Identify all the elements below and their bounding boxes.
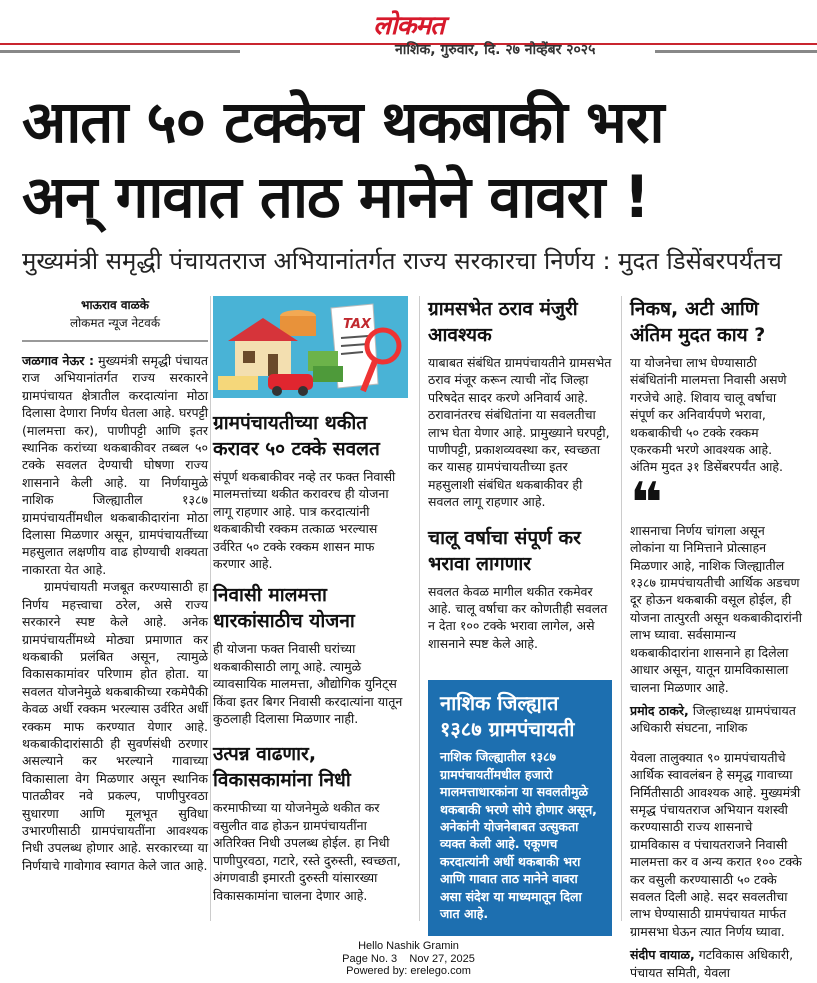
headline-line-2: अन् गावात ताठ मानेने वावरा ! — [22, 163, 650, 231]
quote-attribution — [630, 702, 802, 737]
story-paragraph: ग्रामपंचायती मजबूत करण्यासाठी हा निर्णय महत्त्वाचा ठरेल, असे राज्य सरकारने स्पष्ट केले आहे. अनेक ग्रामपंचायतींमध्ये मोठ्या प्रमाणात कर थकबाकी प्रलंबित असून, त्यामुळे विकासकामांवर परिणाम होत होता. या सवलत योजनेमुळे थकबाकीच्या रकमेपैकी केवळ अर्धी रक्कम भरल्यास उर्वरित अर्धी रक्कम माफ करण्यात येणार आहे. थकबाकीदारांसाठी ही सुवर्णसंधी ठरणार असल्याने कर भरल्याने गावाच्या विकासाला वेग मिळणार असून स्थानिक पातळीवर नवे प्रकल्प, पाणीपुरवठा सुधारणा आणि मूलभूत सुविधा उभारणीसाठी ग्रामपंचायतींना आवश्यक निधी उपलब्ध होणार आहे. सरकारच्या या निर्णयाचे गावोगाव स्वागत केले जात आहे. — [22, 579, 208, 873]
footer-page-info — [0, 953, 817, 966]
byline-rule — [22, 340, 208, 342]
byline-org: लोकमत न्यूज नेटवर्क — [69, 316, 161, 330]
footer-powered: Powered by: erelego.com — [346, 965, 471, 977]
section-heading: ग्रामपंचायतीच्या थकीत करावर ५० टक्के सवलत — [213, 412, 380, 460]
section-heading: निवासी मालमत्ता धारकांसाठीच योजना — [213, 584, 355, 633]
house-tax-illustration-icon — [213, 296, 408, 398]
quote-author: संदीप वायाळ, — [630, 947, 695, 963]
story-paragraph — [22, 352, 208, 578]
section-body: याबाबत संबंधित ग्रामपंचायतीने ग्रामसभेत ठराव मंजूर करून त्याची नोंद जिल्हा परिषदेत सादर करणे अनिवार्य आहे. ठरावानंतरच संबंधितांना या सवलतीचा लाभ घेता येणार आहे. प्रामुख्याने घरपट्टी, पाणीपट्टी, प्रकाशव्यवस्था कर, स्वच्छता कर यासह ग्रामपंचायतीच्या इतर महसुलाशी संबंधित थकबाकीवर ही सवलत लागू राहणार आहे. — [428, 355, 612, 510]
quote-mark-icon: ❝ — [630, 470, 663, 536]
column-divider — [210, 296, 211, 921]
footer-page: Page No. 3 — [342, 952, 398, 965]
subheadline: मुख्यमंत्री समृद्धी पंचायतराज अभियानांतर्गत राज्य सरकारचा निर्णय : मुदत डिसेंबरपर्यंतच — [22, 247, 782, 275]
section-heading: उत्पन्न वाढणार, विकासकामांना निधी — [213, 743, 351, 792]
quote-author-role: गटविकास अधिकारी, पंचायत समिती, येवला — [630, 947, 794, 980]
info-box — [428, 680, 612, 936]
dateline-rule-left — [0, 50, 240, 53]
section-body: ही योजना फक्त निवासी घरांच्या थकबाकीसाठी लागू आहे. त्यामुळे व्यावसायिक मालमत्ता, औद्योगिक युनिट्स किंवा इतर बिगर निवासी करदात्यांना यातून कुठलाही दिलासा मिळणार नाही. — [213, 641, 403, 727]
info-box-heading: नाशिक जिल्ह्यात १३८७ ग्रामपंचायती — [440, 691, 575, 742]
newspaper-logo: लोकमत — [373, 11, 444, 41]
quote-text: शासनाचा निर्णय चांगला असून लोकांना या निमित्ताने प्रोत्साहन मिळणार आहे, नाशिक जिल्ह्यातील १३८७ ग्रामपंचायतीची आर्थिक अडचण दूर होऊन थकबाकी वसूल होईल, ही योजना तात्पुरती असून थकबाकीदारांनी लाभ घ्यावा. सर्वसामान्य थकबाकीदारांना शासनाने हा दिलेला आधार असून, यातून ग्रामविकासाला चालना मिळणार आहे. — [630, 522, 802, 695]
column-divider — [419, 296, 420, 921]
info-box-body: नाशिक जिल्ह्यातील १३८७ ग्रामपंचायतींमधील हजारो मालमत्ताधारकांना या सवलतीमुळे थकबाकी भरणे सोपे होणार असून, अनेकांनी योजनेबाबत उत्सुकता व्यक्त केली आहे. एकूणच करदात्यांनी अर्धी थकबाकी भरा आणि गावात ताठ मानेने वावरा असा संदेश या माध्यमातून दिला जात आहे. — [440, 749, 597, 921]
section-heading: निकष, अटी आणि अंतिम मुदत काय ? — [630, 298, 766, 346]
section-body: सवलत केवळ मागील थकीत रकमेवर आहे. चालू वर्षाचा कर कोणतीही सवलत न देता १०० टक्के भरावा लागेल, असे शासनाने स्पष्ट केले आहे. — [428, 583, 608, 651]
section-body: करमाफीच्या या योजनेमुळे थकीत कर वसुलीत वाढ होऊन ग्रामपंचायतींना अतिरिक्त निधी उपलब्ध होईल. हा निधी पाणीपुरवठा, गटारे, रस्ते दुरुस्ती, स्वच्छता, अंगणवाडी इमारती दुरुस्ती यांसारख्या विकासकामांना चालना देणार आहे. — [213, 800, 401, 903]
byline-name: भाऊराव वाळके — [81, 298, 149, 312]
section-heading: चालू वर्षाचा संपूर्ण कर भरावा लागणार — [428, 526, 581, 575]
section-body: संपूर्ण थकबाकीवर नव्हे तर फक्त निवासी मालमत्तांच्या थकीत करावरच ही योजना लागू राहणार आहे. पात्र करदात्यांनी थकबाकीची रक्कम तत्काळ भरल्यास उर्वरित ५० टक्के रक्कम शासन माफ करणार आहे. — [213, 469, 396, 572]
dateline: नाशिक, गुरुवार, दि. २७ नोव्हेंबर २०२५ — [395, 42, 596, 58]
section-heading: ग्रामसभेत ठराव मंजुरी आवश्यक — [428, 298, 578, 346]
footer-date: Nov 27, 2025 — [409, 952, 475, 965]
main-story-column — [22, 296, 208, 874]
page-footer — [0, 940, 817, 978]
column-divider — [621, 296, 622, 921]
column-3 — [428, 296, 612, 936]
column-2 — [213, 296, 409, 904]
quote-author: प्रमोद ठाकरे, — [630, 702, 689, 718]
tax-label: TAX — [343, 317, 371, 332]
paragraph-text: मुख्यमंत्री समृद्धी पंचायत राज अभियानांतर्गत राज्य सरकारने ग्रामपंचायत क्षेत्रातील करदात्यांना मोठा दिलासा देणारा निर्णय घेतला आहे. घरपट्टी (मालमत्ता कर), पाणीपट्टी आणि इतर स्थानिक करांच्या थकबाकीवर तब्बल ५० टक्के सवलत देण्याची घोषणा राज्य शासनाने केली आहे. या निर्णयामुळे नाशिक जिल्ह्यातील १३८७ ग्रामपंचायतींमधील थकबाकीदारांना मोठा दिलासा मिळणार असून, ग्रामपंचायतींच्या महसुलात लक्षणीय वाढ होण्याची शक्यता नाकारता येत आहे. — [22, 353, 208, 577]
column-4 — [630, 296, 802, 981]
dateline-place: जळगाव नेऊर : — [22, 353, 94, 368]
quote-text: येवला तालुक्यात ९० ग्रामपंचायतीचे आर्थिक स्वावलंबन हे समृद्ध गावाच्या निर्मितीसाठी आवश्यक आहे. मुख्यमंत्री समृद्ध पंचायतराज अभियान यशस्वी करण्यासाठी राज्य शासनाचे ग्रामविकास व पंचायतराजने निवासी मालमत्ता कर व अन्य करात १०० टक्के कर वसुली करण्यासाठी ५० टक्के सवलत दिली आहे. सदर सवलतीचा लाभ घेण्यासाठी ग्रामपंचायत मार्फत ग्रामसभा घेऊन त्यात निर्णय घ्यावा. — [630, 749, 802, 939]
dateline-rule-right — [655, 50, 817, 53]
footer-edition: Hello Nashik Gramin — [358, 940, 459, 952]
byline — [22, 296, 208, 332]
headline-line-1: आता ५० टक्केच थकबाकी भरा — [22, 88, 664, 156]
section-body: या योजनेचा लाभ घेण्यासाठी संबंधितांनी मालमत्ता निवासी असणे गरजेचे आहे. शिवाय चालू वर्षाचा संपूर्ण कर अनिवार्यपणे भरावा, थकबाकीची ५० टक्के रक्कम एकरकमी भरणे आवश्यक आहे. अंतिम मुदत ३१ डिसेंबरपर्यंत आहे. — [630, 355, 787, 475]
quote-author-role: जिल्हाध्यक्ष ग्रामपंचायत अधिकारी संघटना, नाशिक — [630, 702, 796, 736]
tax-illustration — [213, 296, 408, 398]
